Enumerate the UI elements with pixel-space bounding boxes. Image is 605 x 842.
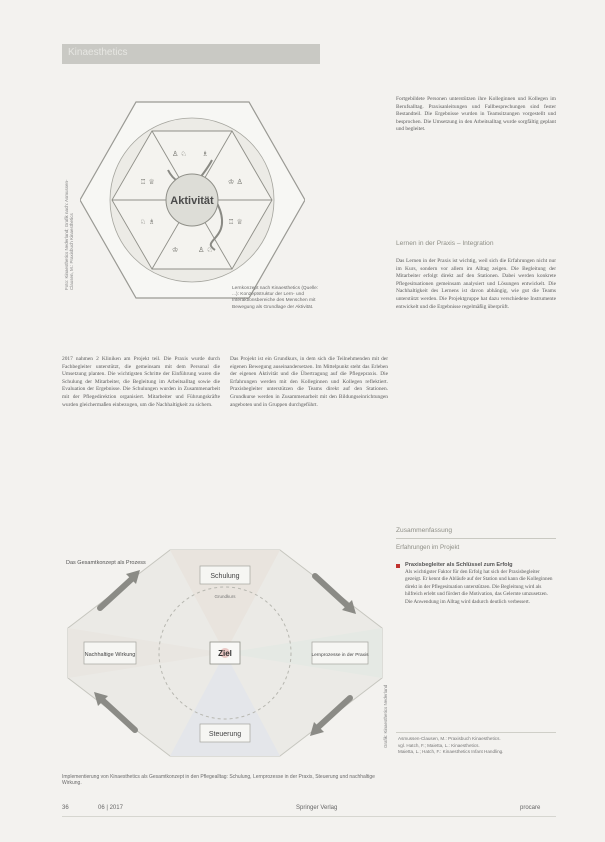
sidebar-text: Als wichtigster Faktor für den Erfolg hat sich der Praxisbegleiter gezeigt. Er kennt die Abläufe auf der Station und kann die Kolleginnen direkt in der Pflegesituation unterstützen. Die Begleitung wird als hilfreich erlebt und fördert die Motivation, das Gelernte umzusetzen. Die Anwendung im Alltag wird dadurch deutlich verbessert.	[405, 569, 553, 605]
svg-text:♖ ♕: ♖ ♕	[140, 178, 155, 186]
middle-column	[230, 356, 388, 409]
section-2-rule	[396, 538, 556, 539]
header-band	[62, 44, 320, 64]
figure-1-caption: Lernkonzept nach Kinaesthetics (Quelle: ...): Konzeptstruktur der Lern- und Interaktionsbereiche des Menschen mit Bewegung als Grundlage der Aktivität.	[232, 286, 319, 310]
figure-2-process-diagram	[60, 548, 390, 758]
figure-2-caption: Implementierung von Kinaesthetics als Gesamtkonzept in den Pflegealltag: Schulung, Lernprozesse in der Praxis, Steuerung und nachhaltige Wirkung.	[62, 774, 375, 786]
figure-2-top-sub: Grundkurs	[214, 594, 236, 599]
left-column	[62, 356, 220, 409]
footer-page-number: 36	[62, 805, 69, 811]
footnote-item: Asmussen-Clausen, M.: Praxisbuch Kinaesthetics.	[398, 736, 501, 741]
section-1-text: Das Lernen in der Praxis ist wichtig, weil sich die Erfahrungen nicht nur im Kurs, sondern vor allem im Alltag zeigen. Die Begleitung der Mitarbeiter erfolgt direkt auf den Stationen. Dabei werden konkrete Pflegesituationen gemeinsam analysiert und Lösungen entwickelt. Die Nachhaltigkeit des Lernens ist davon abhängig, wie gut die Teams unterstützt werden. Die Projektgruppe hat dazu verschiedene Instrumente entwickelt und die Ergebnisse regelmäßig überprüft.	[396, 258, 556, 310]
figure-2-center-label: Ziel	[218, 649, 232, 658]
svg-text:♖ ♕: ♖ ♕	[228, 218, 243, 226]
figure-2-right-label: Lernprozesse in der Praxis	[311, 653, 369, 658]
figure-1-center-label: Aktivität	[170, 195, 214, 207]
section-2-heading: Zusammenfassung	[396, 527, 453, 534]
right-column-top	[396, 96, 556, 134]
footer-journal: procare	[520, 805, 541, 811]
sidebar-title: Praxisbegleiter als Schlüssel zum Erfolg	[405, 562, 513, 568]
svg-text:♙ ♘: ♙ ♘	[198, 246, 213, 254]
section-2-subheading: Erfahrungen im Projekt	[396, 544, 460, 551]
sidebar-box	[396, 562, 556, 606]
svg-text:♗: ♗	[202, 150, 209, 158]
figure-2-top-left-label: Das Gesamtkonzept als Prozess	[66, 560, 146, 566]
footnote-item: Maietta, L.; Hatch, F.: Kinaesthetics Infant Handling.	[398, 749, 504, 755]
footnote-rule	[396, 732, 556, 733]
footnote-item: vgl. Hatch, F.; Maietta, L.: Kinaesthetics.	[398, 742, 480, 748]
footnotes	[398, 736, 556, 756]
figure-2-top-label: Schulung	[210, 573, 240, 580]
svg-text:♘ ♗: ♘ ♗	[140, 218, 155, 226]
header-band-text: Kinaesthetics	[68, 47, 128, 58]
right-column-section-1	[396, 258, 556, 311]
svg-text:♔ ♙: ♔ ♙	[228, 178, 243, 186]
figure-1-credit: Foto: Kinaesthetics Nederland; Grafik nach: Asmussen-Clausen, M.: Praxisbuch Kinaesthetics	[64, 179, 74, 290]
right-column-top-text: Fortgebildete Personen unterstützen ihre Kolleginnen und Kollegen im Berufsalltag. Praxisanleitungen und Fallbesprechungen sind fester Bestandteil. Die Ergebnisse wurden in Teamsitzungen vorgestellt und besprochen. Die Umsetzung in den Arbeitsalltag wurde sorgfältig geplant und begleitet.	[396, 96, 556, 133]
sidebar-bullet	[396, 564, 400, 568]
figure-2-bottom-label: Steuerung	[208, 731, 242, 738]
svg-text:♔: ♔	[172, 246, 179, 254]
figure-1-hexagon	[80, 100, 305, 300]
svg-text:♙ ♘: ♙ ♘	[172, 150, 187, 158]
section-1-heading: Lernen in der Praxis – Integration	[396, 240, 494, 247]
figure-2-left-label: Nachhaltige Wirkung	[84, 652, 136, 658]
footer-publisher: Springer Verlag	[296, 805, 338, 811]
footer-issue: 06 | 2017	[98, 805, 123, 811]
left-column-text: 2017 nahmen 2 Kliniken am Projekt teil. Die Praxis wurde durch Fachbegleiter unterstützt, die gemeinsam mit dem Personal die Umsetzung planten. Die wichtigsten Schritte der Einführung waren die Schulung der Mitarbeiter, die Begleitung im Arbeitsalltag sowie die Evaluation der Ergebnisse. Die Schulungen wurden in Zusammenarbeit mit der Pflegedirektion organisiert. Mitarbeiter und Führungskräfte wurden gleichermaßen einbezogen, um die Nachhaltigkeit zu sichern.	[62, 356, 220, 408]
footer-rule	[62, 816, 556, 817]
figure-2-credit: Grafik: Kinaesthetics Nederland	[383, 684, 388, 748]
middle-column-text: Das Projekt ist ein Grundkurs, in dem sich die Teilnehmenden mit der eigenen Bewegung auseinandersetzen. Im Mittelpunkt steht das Erleben der eigenen Aktivität und die Übertragung auf die Pflegepraxis. Die Erfahrungen werden mit den Kolleginnen und Kollegen reflektiert. Praxisbegleiter unterstützen die Teams direkt auf den Stationen. Grundkurse werden in Zusammenarbeit mit den Bildungseinrichtungen angeboten und in Gruppen durchgeführt.	[230, 356, 388, 408]
